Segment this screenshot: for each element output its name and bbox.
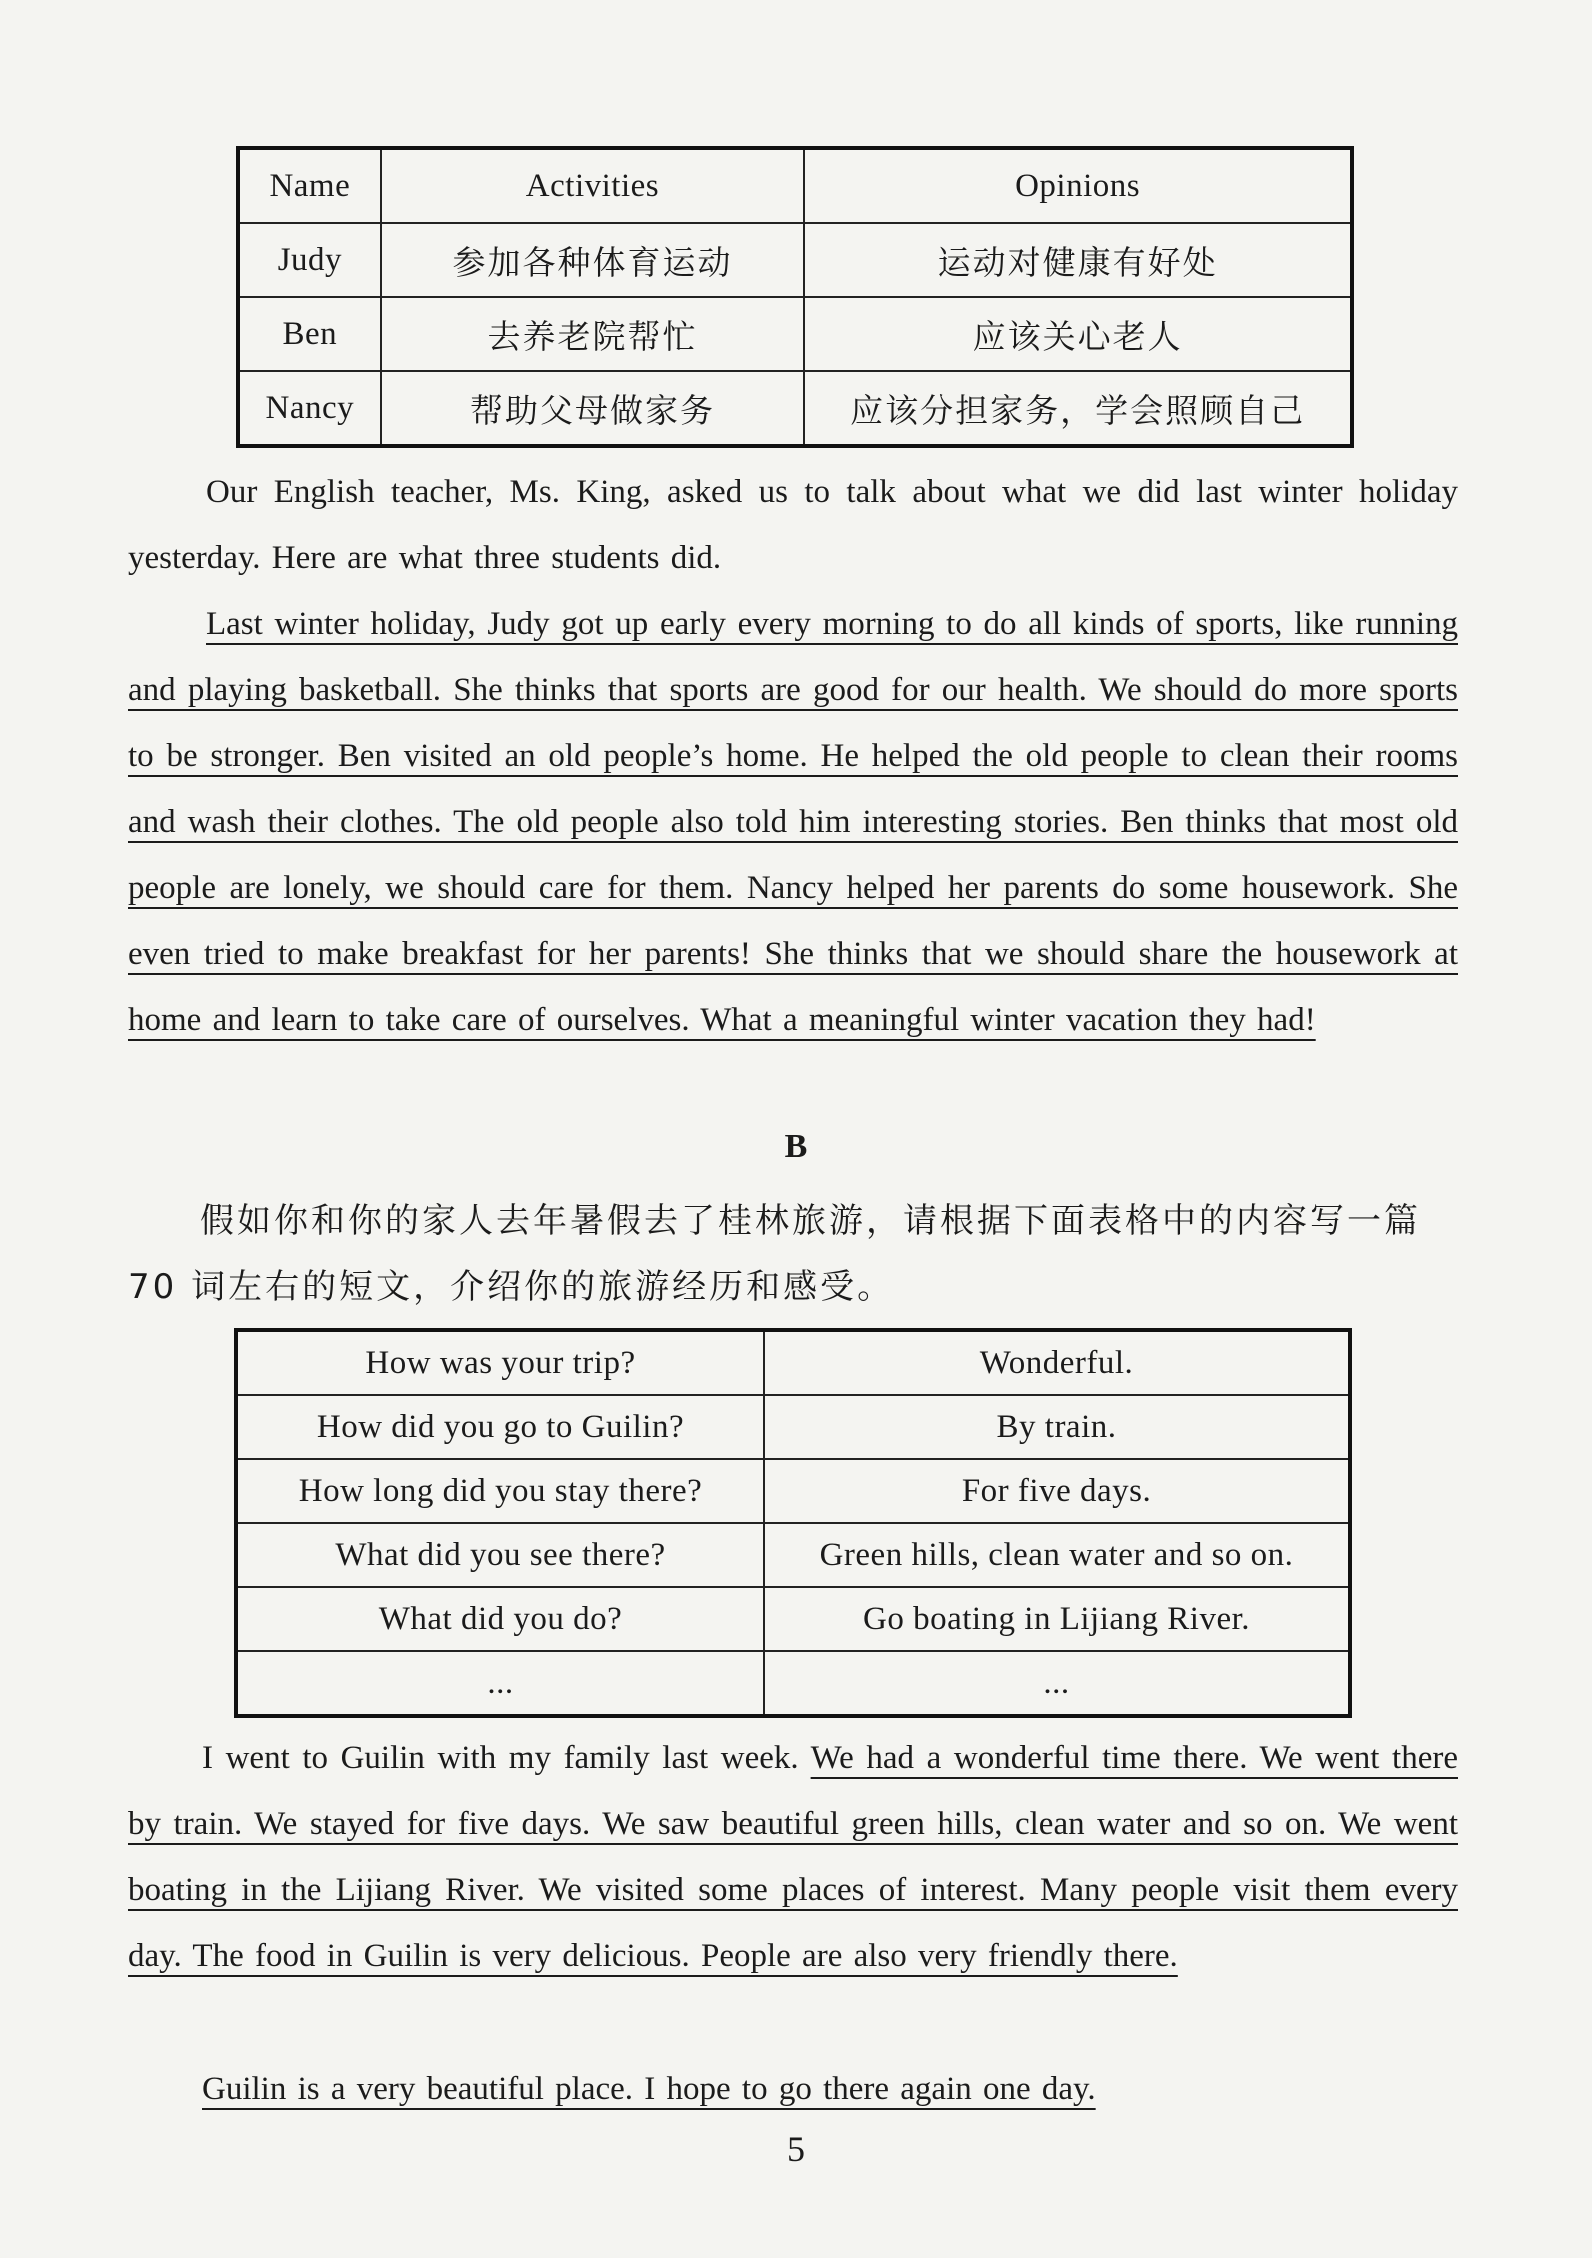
answer-cell: For five days. [764, 1459, 1350, 1523]
section-b-heading: B [784, 1128, 808, 1165]
opinion-cell: 应该关心老人 [804, 297, 1352, 371]
table-row [236, 1459, 1350, 1523]
student-name: Ben [238, 297, 381, 371]
answer-cell: Wonderful. [764, 1330, 1350, 1395]
essay-b-closing: Guilin is a very beautiful place. I hope to go there again one day. [202, 2071, 1096, 2107]
section-b-task: 假如你和你的家人去年暑假去了桂林旅游，请根据下面表格中的内容写一篇 70 词左右的短文，介绍你的旅游经历和感受。 [128, 1201, 1421, 1307]
answer-cell: ... [764, 1651, 1350, 1716]
student-name: Judy [238, 223, 381, 297]
table-header-row [238, 148, 1352, 223]
student-name: Nancy [238, 371, 381, 446]
essay-a-intro: Our English teacher, Ms. King, asked us to talk about what we did last winter holiday yesterday. Here are what three students did. [128, 474, 1458, 576]
table-row [238, 297, 1352, 371]
table-row [236, 1395, 1350, 1459]
activity-cell: 去养老院帮忙 [381, 297, 804, 371]
essay-a-body: Last winter holiday, Judy got up early every morning to do all kinds of sports, like running and playing basketball. She thinks that sports are good for our health. We should do more sports to be stronger. Ben visited an old people’s home. He helped the old people to clean their rooms and wash their clothes. The old people also told him interesting stories. Ben thinks that most old people are lonely, we should care for them. Nancy helped her parents do some housework. She even tried to make breakfast for her parents! She thinks that we should share the housework at home and learn to take care of ourselves. What a meaningful winter vacation they had! [128, 606, 1458, 1038]
header-opinions: Opinions [804, 148, 1352, 223]
question-cell: What did you do? [236, 1587, 764, 1651]
activity-cell: 参加各种体育运动 [381, 223, 804, 297]
activity-cell: 帮助父母做家务 [381, 371, 804, 446]
answer-cell: Go boating in Lijiang River. [764, 1587, 1350, 1651]
table-row [238, 371, 1352, 446]
table-row [236, 1330, 1350, 1395]
header-name: Name [238, 148, 381, 223]
question-cell: How was your trip? [236, 1330, 764, 1395]
opinion-cell: 应该分担家务，学会照顾自己 [804, 371, 1352, 446]
activities-table [236, 146, 1354, 448]
question-cell: ... [236, 1651, 764, 1716]
header-activities: Activities [381, 148, 804, 223]
question-cell: What did you see there? [236, 1523, 764, 1587]
answer-cell: By train. [764, 1395, 1350, 1459]
essay-b-body: We had a wonderful time there. We went there by train. We stayed for five days. We saw beautiful green hills, clean water and so on. We went boating in the Lijiang River. We visited some places of interest. Many people visit them every day. The food in Guilin is very delicious. People are also very friendly there. [128, 1740, 1458, 1974]
essay-b-paragraph [128, 1725, 1458, 1989]
table-row [236, 1587, 1350, 1651]
question-cell: How did you go to Guilin? [236, 1395, 764, 1459]
essay-b-given: I went to Guilin with my family last week. [202, 1740, 799, 1776]
trip-table [234, 1328, 1352, 1718]
table-row [238, 223, 1352, 297]
opinion-cell: 运动对健康有好处 [804, 223, 1352, 297]
question-cell: How long did you stay there? [236, 1459, 764, 1523]
essay-a-body-paragraph [128, 591, 1458, 1053]
page-number: 5 [787, 2129, 805, 2169]
essay-b-closing-paragraph [128, 2056, 1458, 2122]
answer-cell: Green hills, clean water and so on. [764, 1523, 1350, 1587]
table-row [236, 1651, 1350, 1716]
table-row [236, 1523, 1350, 1587]
